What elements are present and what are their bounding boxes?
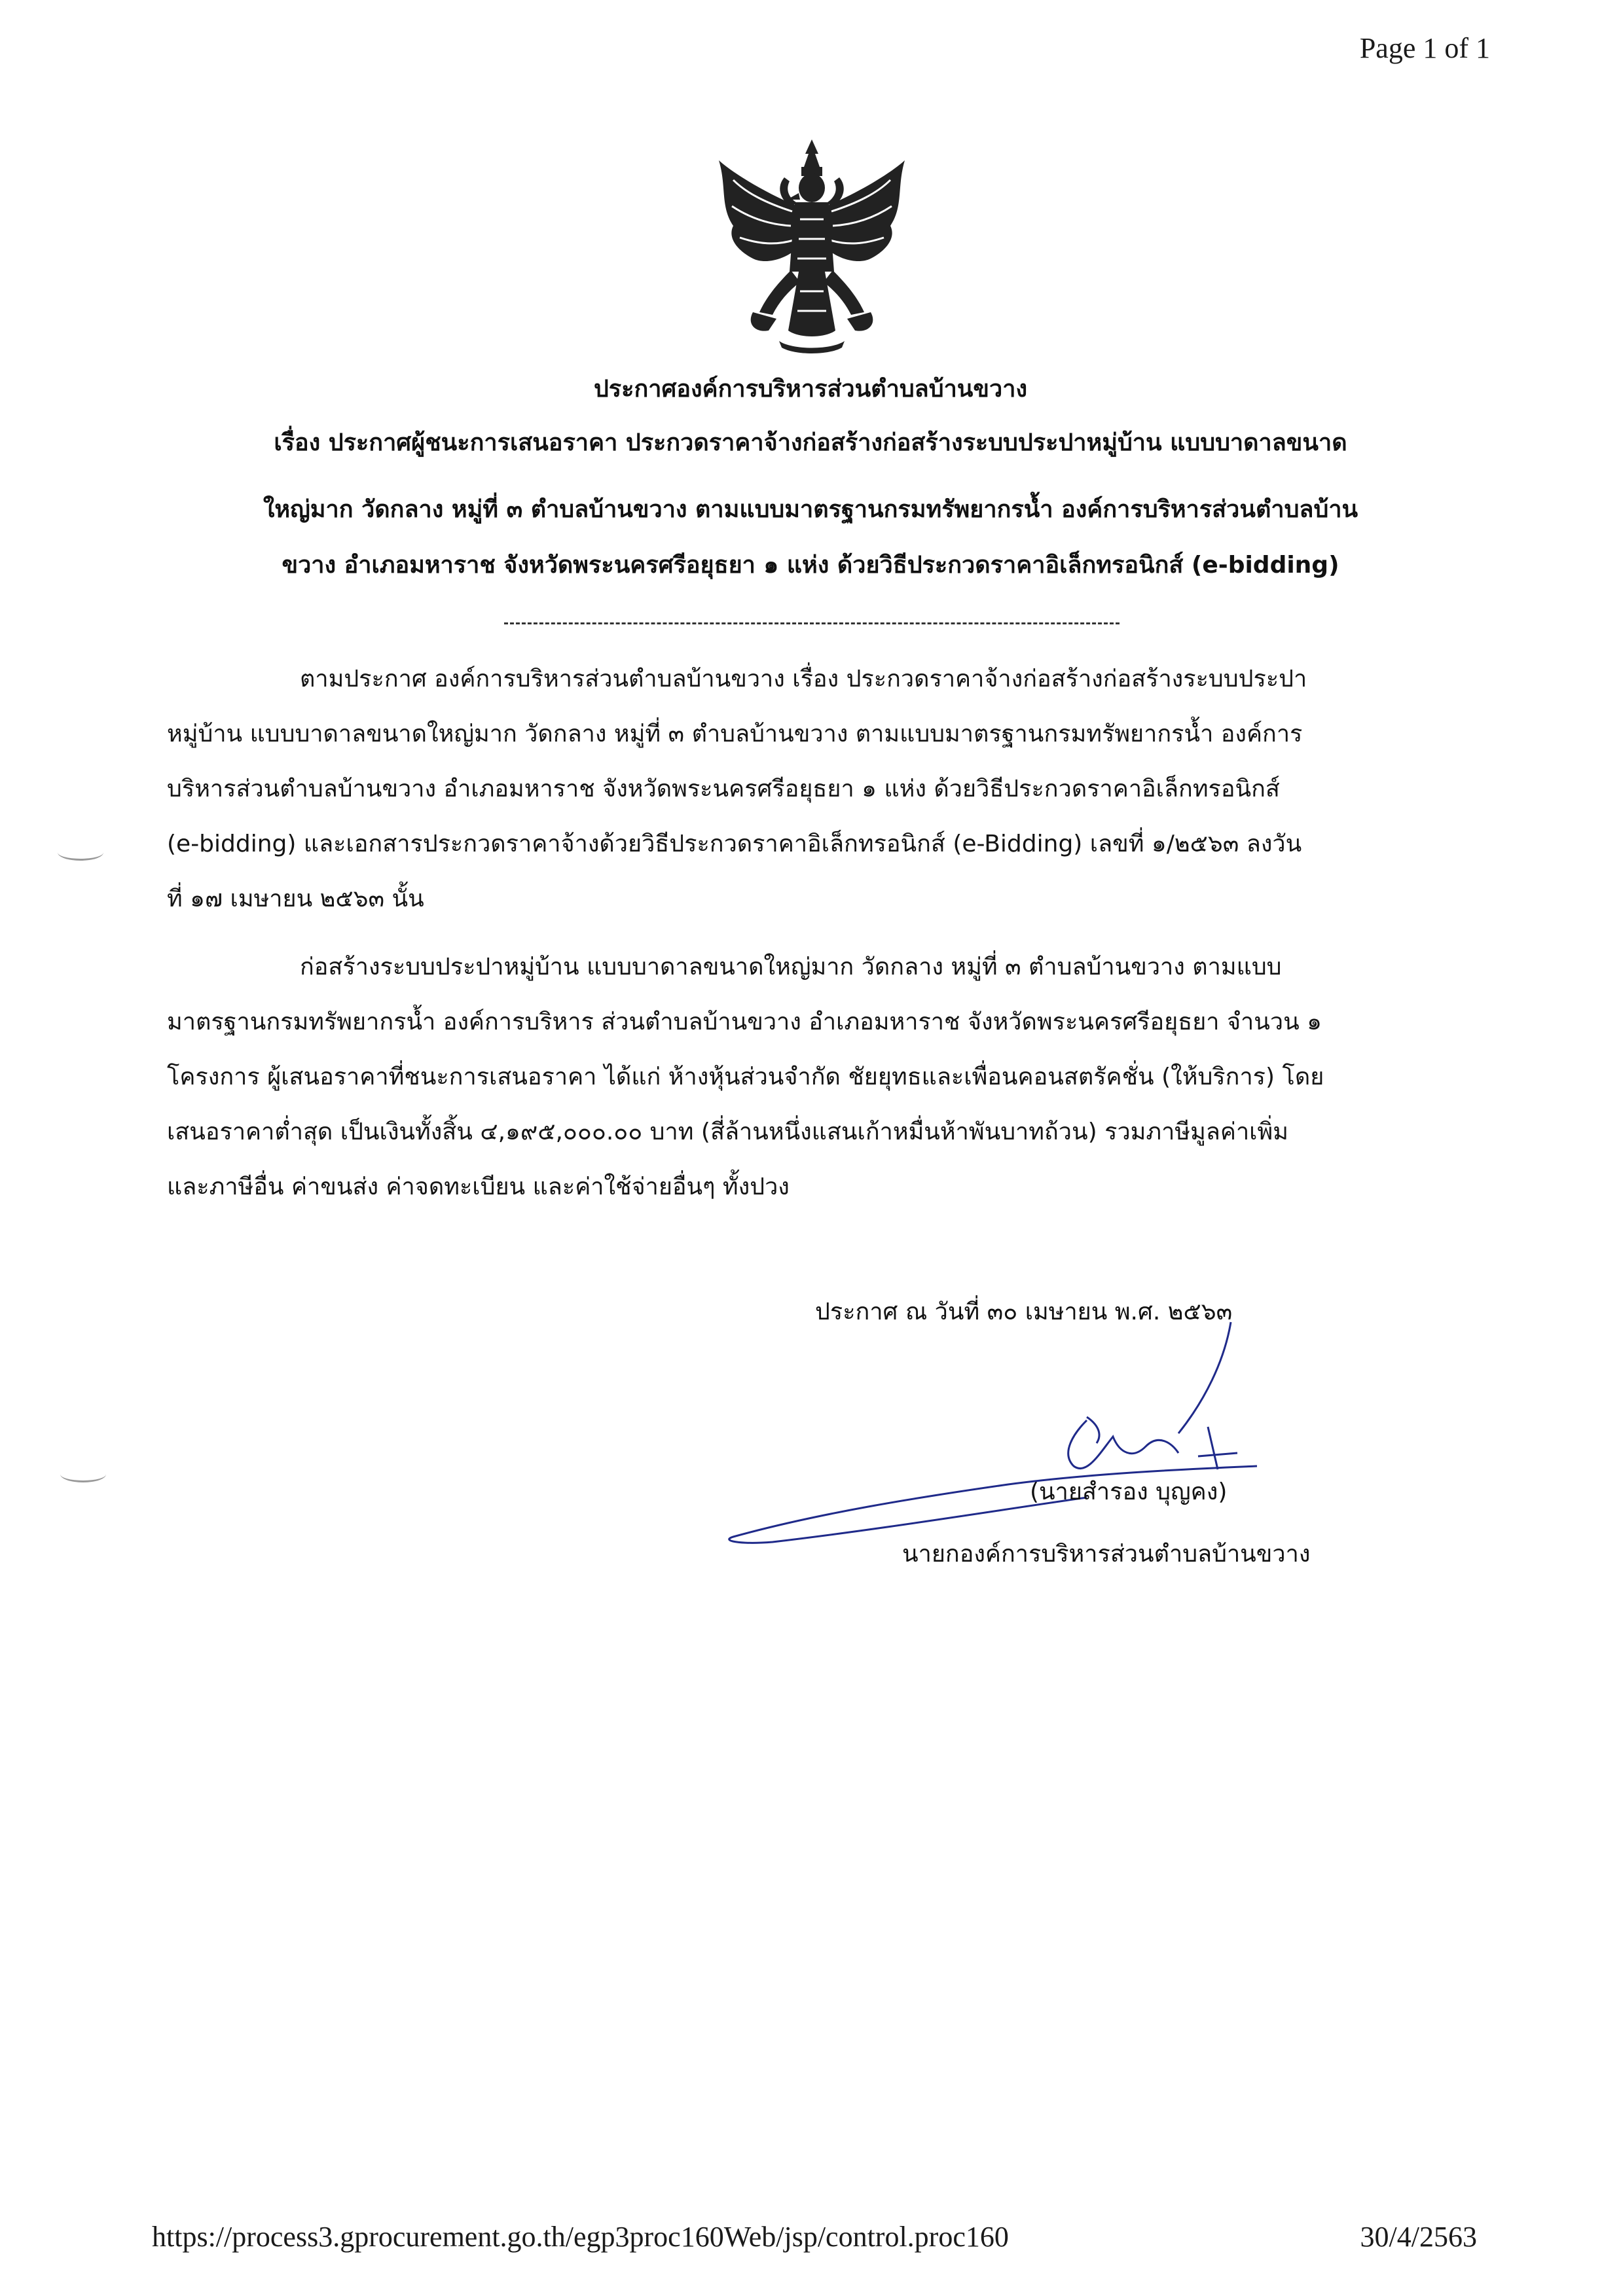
garuda-emblem-icon <box>714 134 910 357</box>
handwritten-signature <box>720 1302 1309 1564</box>
signer-name: (นายสำรอง บุญคง) <box>1030 1479 1228 1505</box>
subject-line-3: ขวาง อำเภอมหาราช จังหวัดพระนครศรีอยุธยา ๑ แห่ง ด้วยวิธีประกวดราคาอิเล็กทรอนิกส์ (e-bidding) <box>282 552 1339 579</box>
paragraph-1-line-2: หมู่บ้าน แบบบาดาลขนาดใหญ่มาก วัดกลาง หมู่ที่ ๓ ตำบลบ้านขวาง ตามแบบมาตรฐานกรมทรัพยากรน้ำ องค์การ <box>167 721 1303 747</box>
paragraph-1-line-1: ตามประกาศ องค์การบริหารส่วนตำบลบ้านขวาง เรื่อง ประกวดราคาจ้างก่อสร้างก่อสร้างระบบประปา <box>300 666 1307 692</box>
scan-mark <box>60 1466 106 1482</box>
paragraph-2-line-3: โครงการ ผู้เสนอราคาที่ชนะการเสนอราคา ได้แก่ ห้างหุ้นส่วนจำกัด ชัยยุทธและเพื่อนคอนสตรัคชั่น (ให้บริการ) โดย <box>167 1064 1324 1090</box>
paragraph-2-line-1: ก่อสร้างระบบประปาหมู่บ้าน แบบบาดาลขนาดใหญ่มาก วัดกลาง หมู่ที่ ๓ ตำบลบ้านขวาง ตามแบบ <box>300 954 1282 980</box>
footer-date: 30/4/2563 <box>1360 2221 1477 2253</box>
paragraph-1-line-5: ที่ ๑๗ เมษายน ๒๕๖๓ นั้น <box>167 886 424 912</box>
paragraph-1-line-3: บริหารส่วนตำบลบ้านขวาง อำเภอมหาราช จังหวัดพระนครศรีอยุธยา ๑ แห่ง ด้วยวิธีประกวดราคาอิเล็กทรอนิกส์ <box>167 776 1280 802</box>
footer-url: https://process3.gprocurement.go.th/egp3proc160Web/jsp/control.proc160 <box>152 2221 1009 2253</box>
subject-line-1: เรื่อง ประกาศผู้ชนะการเสนอราคา ประกวดราคาจ้างก่อสร้างก่อสร้างระบบประปาหมู่บ้าน แบบบาดาลขนาด <box>274 429 1347 456</box>
paragraph-2-line-5: และภาษีอื่น ค่าขนส่ง ค่าจดทะเบียน และค่าใช้จ่ายอื่นๆ ทั้งปวง <box>167 1174 790 1200</box>
signer-title: นายกองค์การบริหารส่วนตำบลบ้านขวาง <box>902 1541 1311 1568</box>
scan-mark <box>58 844 103 861</box>
paragraph-2-line-4: เสนอราคาต่ำสุด เป็นเงินทั้งสิ้น ๔,๑๙๕,๐๐๐.๐๐ บาท (สี่ล้านหนึ่งแสนเก้าหมื่นห้าพันบาทถ้วน) รวมภาษีมูลค่าเพิ่ม <box>167 1119 1288 1145</box>
heading-divider <box>504 622 1120 624</box>
announce-date: ประกาศ ณ วันที่ ๓๐ เมษายน พ.ศ. ๒๕๖๓ <box>815 1299 1233 1325</box>
paragraph-2-line-2: มาตรฐานกรมทรัพยากรน้ำ องค์การบริหาร ส่วนตำบลบ้านขวาง อำเภอมหาราช จังหวัดพระนครศรีอยุธยา จำนวน ๑ <box>167 1009 1322 1035</box>
page-number: Page 1 of 1 <box>1359 32 1490 64</box>
org-title: ประกาศองค์การบริหารส่วนตำบลบ้านขวาง <box>593 376 1028 403</box>
subject-line-2: ใหญ่มาก วัดกลาง หมู่ที่ ๓ ตำบลบ้านขวาง ตามแบบมาตรฐานกรมทรัพยากรน้ำ องค์การบริหารส่วนตำบลบ้าน <box>263 496 1358 523</box>
paragraph-1-line-4: (e-bidding) และเอกสารประกวดราคาจ้างด้วยวิธีประกวดราคาอิเล็กทรอนิกส์ (e-Bidding) เลขที่ ๑/๒๕๖๓ ลงวัน <box>167 831 1302 857</box>
